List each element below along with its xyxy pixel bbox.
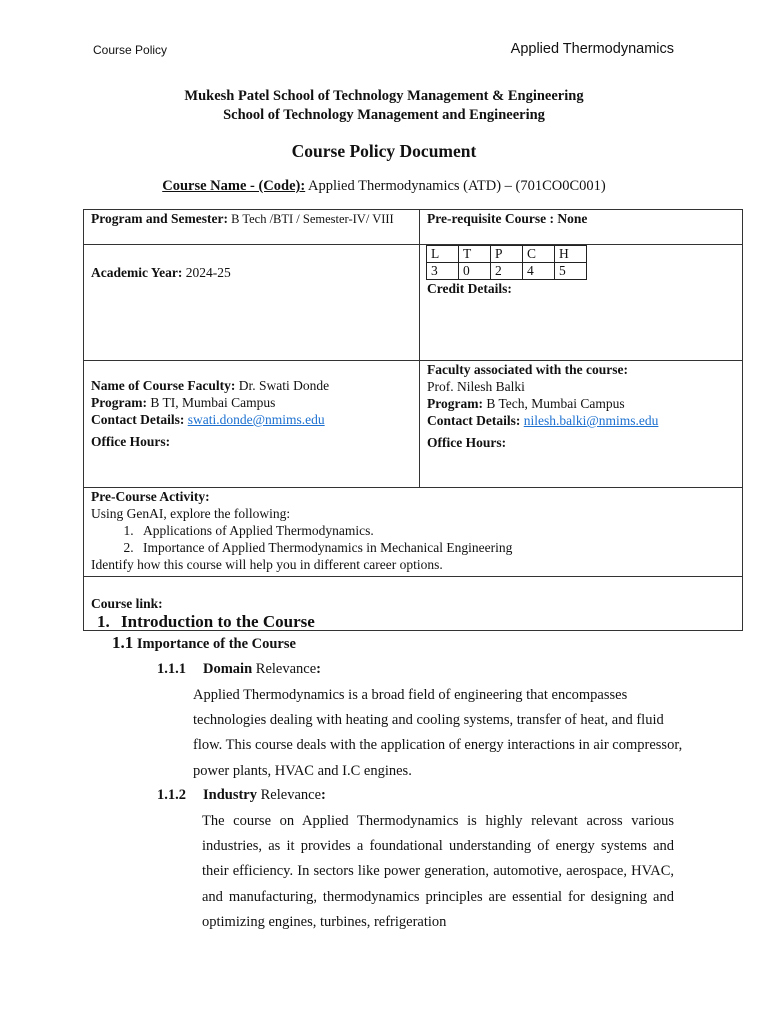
course-name-line <box>0 178 768 195</box>
section-number: 1. <box>97 612 110 631</box>
subsubsection-heading-domain <box>157 661 321 678</box>
pre-course-activity-outro: Identify how this course will help you in different career options. <box>91 557 443 572</box>
academic-year-cell <box>84 245 420 361</box>
credit-cell <box>420 245 743 361</box>
credit-value: 2 <box>491 263 523 280</box>
prerequisite-cell <box>420 210 743 245</box>
faculty-program: B TI, Mumbai Campus <box>146 395 276 410</box>
faculty-name: Dr. Swati Donde <box>235 378 330 393</box>
course-link-label: Course link: <box>91 596 163 611</box>
page-header-right: Applied Thermodynamics <box>510 41 674 57</box>
program-semester-cell <box>84 210 420 245</box>
course-name-label: Course Name - (Code): <box>162 178 306 194</box>
subsubsection-colon: : <box>321 787 326 803</box>
associated-email-link[interactable]: nilesh.balki@nmims.edu <box>523 413 659 428</box>
credit-value: 5 <box>555 263 587 280</box>
pre-course-activity-intro: Using GenAI, explore the following: <box>91 506 291 521</box>
credit-value: 4 <box>523 263 555 280</box>
credit-header: C <box>523 246 555 263</box>
associated-contact-label: Contact Details: <box>427 413 521 428</box>
document-title: Course Policy Document <box>291 141 477 161</box>
credit-value: 3 <box>427 263 459 280</box>
associated-faculty-cell <box>420 361 743 488</box>
pre-course-activity-label: Pre-Course Activity: <box>91 489 210 504</box>
subsubsection-number: 1.1.1 <box>157 661 186 677</box>
credit-header: L <box>427 246 459 263</box>
associated-office-hours-label: Office Hours: <box>427 435 507 450</box>
faculty-program-label: Program: <box>91 395 147 410</box>
academic-year-label: Academic Year: <box>91 265 183 280</box>
course-name-value: Applied Thermodynamics (ATD) – (701CO0C001) <box>305 178 606 194</box>
subsubsection-number: 1.1.2 <box>157 787 186 803</box>
subsubsection-keyword: Domain <box>203 661 253 677</box>
credit-table <box>426 245 587 280</box>
credit-details-label: Credit Details: <box>427 281 512 296</box>
section-heading-introduction <box>97 612 315 632</box>
associated-faculty-heading: Faculty associated with the course: <box>427 362 628 377</box>
pre-course-activity-cell <box>84 488 743 577</box>
faculty-contact-label: Contact Details: <box>91 412 185 427</box>
faculty-office-hours-label: Office Hours: <box>91 434 171 449</box>
page-header-left: Course Policy <box>93 43 168 57</box>
subsubsection-rest: Relevance <box>252 661 317 677</box>
program-semester-value: B Tech /BTI / Semester-IV/ VIII <box>227 212 394 226</box>
school-name: School of Technology Management and Engineering <box>223 107 545 123</box>
program-semester-label: Program and Semester: <box>91 211 228 226</box>
associated-program-label: Program: <box>427 396 483 411</box>
course-faculty-cell <box>84 361 420 488</box>
subsubsection-rest: Relevance <box>257 787 322 803</box>
associated-program: B Tech, Mumbai Campus <box>482 396 625 411</box>
prerequisite-label: Pre-requisite Course : None <box>427 211 588 226</box>
academic-year-value: 2024-25 <box>182 265 231 280</box>
institution-name: Mukesh Patel School of Technology Management & Engineering <box>184 88 584 104</box>
section-title: Introduction to the Course <box>121 612 315 631</box>
pre-course-activity-list <box>91 522 735 556</box>
activity-item: 1. Applications of Applied Thermodynamics. <box>137 522 735 539</box>
industry-relevance-paragraph: The course on Applied Thermodynamics is highly relevant across various industries, as it provides a foundational understanding of energy systems and their efficiency. In sectors like power generation, automotive, aerospace, HVAC, and manufacturing, thermodynamics principles are essential for designing and optimizing engines, turbines, refrigeration <box>202 813 674 930</box>
subsubsection-keyword: Industry <box>203 787 257 803</box>
subsection-heading-importance <box>112 633 296 653</box>
faculty-name-label: Name of Course Faculty: <box>91 378 236 393</box>
domain-relevance-paragraph: Applied Thermodynamics is a broad field of engineering that encompasses technologies dealing with heating and cooling systems, transfer of heat, and fluid flow. This course deals with the application of energy interactions in air compressor, power plants, HVAC and I.C engines. <box>193 687 683 779</box>
subsection-title: Importance of the Course <box>133 636 296 652</box>
course-info-table <box>83 209 743 631</box>
credit-value: 0 <box>459 263 491 280</box>
activity-item: 2. Importance of Applied Thermodynamics in Mechanical Engineering <box>137 539 735 556</box>
subsection-number: 1.1 <box>112 633 134 652</box>
credit-header: T <box>459 246 491 263</box>
subsubsection-heading-industry <box>157 787 326 804</box>
subsubsection-colon: : <box>316 661 322 677</box>
associated-faculty-name: Prof. Nilesh Balki <box>427 379 525 394</box>
credit-header: H <box>555 246 587 263</box>
faculty-email-link[interactable]: swati.donde@nmims.edu <box>187 412 325 427</box>
credit-header: P <box>491 246 523 263</box>
